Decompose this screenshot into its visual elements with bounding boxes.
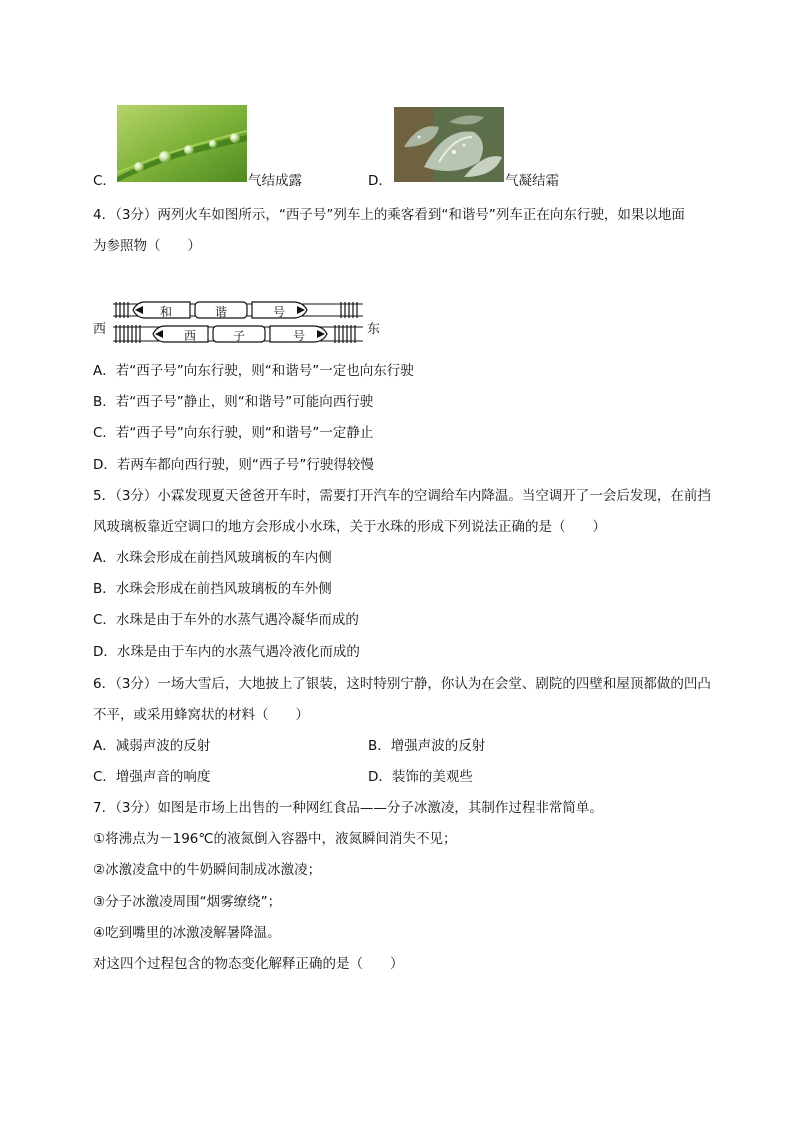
frost-on-leaves-photo (394, 107, 504, 182)
q7-step-1: ①将沸点为－196℃的液氮倒入容器中，液氮瞬间消失不见； (93, 831, 457, 847)
q4-stem-line2: 为参照物（ ） (93, 238, 201, 254)
dewdrops-on-grass-photo (117, 105, 247, 182)
option-d-letter: D． (368, 173, 392, 189)
east-label: 东 (367, 322, 381, 337)
west-label: 西 (93, 322, 107, 337)
q6-option-d: D．装饰的美观些 (368, 769, 473, 785)
train-top-car1: 和 (160, 305, 173, 319)
train-bottom-car3: 号 (293, 329, 306, 343)
train-top-car2: 谐 (215, 305, 228, 319)
q5-option-a: A．水珠会形成在前挡风玻璃板的车内侧 (93, 550, 332, 566)
q5-stem-line1: 5．（3分）小霖发现夏天爸爸开车时，需要打开汽车的空调给车内降温。当空调开了一会后发现，在前挡 (93, 488, 711, 504)
train-bottom-car1: 西 (184, 329, 197, 343)
q7-stem-line1: 7．（3分）如图是市场上出售的一种网红食品——分子冰激凌，其制作过程非常简单。 (93, 800, 603, 816)
q6-option-c: C．增强声音的响度 (93, 769, 211, 785)
q4-option-c: C．若“西子号”向东行驶，则“和谐号”一定静止 (93, 425, 374, 441)
q7-question: 对这四个过程包含的物态变化解释正确的是（ ） (93, 956, 404, 972)
option-c-caption: 气结成露 (248, 173, 302, 189)
q5-option-b: B．水珠会形成在前挡风玻璃板的车外侧 (93, 581, 332, 597)
q7-step-3: ③分子冰激凌周围“烟雾缭绕”； (93, 894, 282, 910)
option-c-letter: C． (93, 173, 116, 189)
q6-stem-line2: 不平，或采用蜂窝状的材料（ ） (93, 707, 309, 723)
train-bottom-car2: 子 (233, 329, 246, 343)
q5-option-c: C．水珠是由于车外的水蒸气遇冷凝华而成的 (93, 612, 359, 628)
q4-stem-line1: 4．（3分）两列火车如图所示，“西子号”列车上的乘客看到“和谐号”列车正在向东行驶，如果以地面 (93, 207, 685, 223)
q7-step-2: ②冰激凌盒中的牛奶瞬间制成冰激凌； (93, 862, 322, 878)
train-figure (93, 297, 383, 349)
train-top-car3: 号 (273, 305, 286, 319)
q5-option-d: D．水珠是由于车内的水蒸气遇冷液化而成的 (93, 644, 360, 660)
q4-option-d: D．若两车都向西行驶，则“西子号”行驶得较慢 (93, 457, 374, 473)
q5-stem-line2: 风玻璃板靠近空调口的地方会形成小水珠，关于水珠的形成下列说法正确的是（ ） (93, 519, 606, 535)
q6-stem-line1: 6．（3分）一场大雪后，大地披上了银装，这时特别宁静，你认为在会堂、剧院的四壁和屋顶都做的凹凸 (93, 676, 711, 692)
q6-option-b: B．增强声波的反射 (368, 738, 486, 754)
option-d-caption: 气凝结霜 (505, 173, 559, 189)
q4-option-a: A．若“西子号”向东行驶，则“和谐号”一定也向东行驶 (93, 363, 414, 379)
q7-step-4: ④吃到嘴里的冰激凌解暑降温。 (93, 925, 281, 941)
q6-option-a: A．减弱声波的反射 (93, 738, 211, 754)
q4-option-b: B．若“西子号”静止，则“和谐号”可能向西行驶 (93, 394, 374, 410)
